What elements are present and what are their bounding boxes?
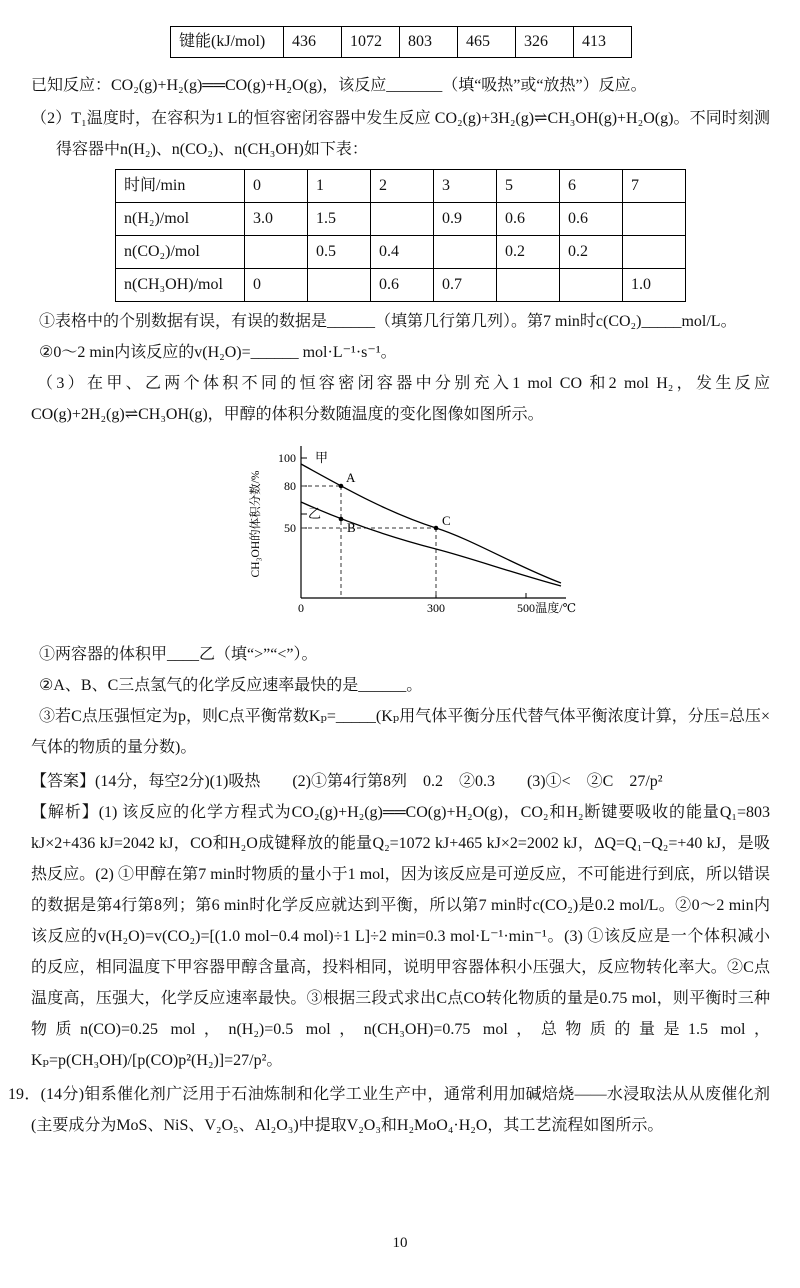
- table-cell: [623, 236, 686, 269]
- table-cell: 5: [497, 170, 560, 203]
- question-2-sub1: ①表格中的个别数据有误，有误的数据是______（填第几行第几列）。第7 min时c(CO₂)_____mol/L。: [39, 313, 737, 330]
- point-B-marker: [339, 517, 344, 522]
- table-cell: 1: [308, 170, 371, 203]
- bond-energy-label-cell: 键能(kJ/mol): [171, 27, 284, 58]
- table-cell: [245, 236, 308, 269]
- guide-lines-point-C: [301, 528, 436, 598]
- table-cell: n(CH₃OH)/mol: [116, 269, 245, 302]
- y-tick-label-100: 100: [278, 451, 296, 465]
- question-3-intro: （3）在甲、乙两个体积不同的恒容密闭容器中分别充入1 mol CO 和2 mol H₂，发生反应 CO(g)+2H₂(g)⇌CH₃OH(g)，甲醇的体积分数随温度的变化图像如图所示。: [31, 375, 770, 423]
- table-cell: 1.0: [623, 269, 686, 302]
- question-3-sub1: ①两容器的体积甲____乙（填“>”“<”）。: [39, 646, 318, 663]
- table-cell: [497, 269, 560, 302]
- label-container-yi: 乙: [308, 506, 322, 521]
- table-row: [116, 203, 686, 236]
- table-cell: [560, 269, 623, 302]
- question-19-intro: 19．(14分)钼系催化剂广泛用于石油炼制和化学工业生产中，通常利用加碱焙烧——水浸取法从从废催化剂(主要成分为MoS、NiS、V₂O₅、Al₂O₃)中提取V₂O₃和H₂MoO₄·H₂O，其工艺流程如图所示。: [8, 1086, 770, 1134]
- table-cell: 413: [574, 27, 632, 58]
- table-cell: 0: [245, 269, 308, 302]
- x-tick-label-500: 500: [517, 601, 535, 615]
- question-3-sub3: ③若C点压强恒定为p，则C点平衡常数Kₚ=_____(Kₚ用气体平衡分压代替气体平衡浓度计算，分压=总压×气体的物质的量分数)。: [31, 708, 770, 756]
- methanol-volume-fraction-chart: [246, 436, 581, 633]
- table-cell: 3.0: [245, 203, 308, 236]
- table-row: [171, 27, 632, 58]
- table-cell: 0.5: [308, 236, 371, 269]
- table-cell: 1072: [342, 27, 400, 58]
- table-cell: 0.4: [371, 236, 434, 269]
- table-cell: 2: [371, 170, 434, 203]
- table-row: [116, 236, 686, 269]
- table-cell: 803: [400, 27, 458, 58]
- bond-energy-table: [170, 26, 632, 58]
- table-cell: 0: [245, 170, 308, 203]
- table-cell: [371, 203, 434, 236]
- table-row: [116, 170, 686, 203]
- table-cell: 326: [516, 27, 574, 58]
- answer-line: 【答案】(14分，每空2分)(1)吸热 (2)①第4行第8列 0.2 ②0.3 (3)①< ②C 27/p²: [31, 773, 663, 790]
- table-row: [116, 269, 686, 302]
- label-container-jia: 甲: [315, 450, 329, 465]
- page-number: 10: [392, 1235, 408, 1251]
- table-cell: 7: [623, 170, 686, 203]
- table-cell: 436: [284, 27, 342, 58]
- table-cell: 465: [458, 27, 516, 58]
- table-cell: 0.6: [560, 203, 623, 236]
- chart-svg: [246, 436, 581, 628]
- known-reaction-line: 已知反应：CO₂(g)+H₂(g)══CO(g)+H₂O(g)，该反应_______（填“吸热”或“放热”）反应。: [31, 77, 647, 94]
- question-2-intro: （2）T₁温度时，在容积为1 L的恒容密闭容器中发生反应 CO₂(g)+3H₂(g)⇌CH₃OH(g)+H₂O(g)。不同时刻测得容器中n(H₂)、n(CO₂)、n(CH₃OH)如下表：: [31, 110, 770, 158]
- table-cell: 0.6: [497, 203, 560, 236]
- table-cell: 0.6: [371, 269, 434, 302]
- table-cell: 0.2: [497, 236, 560, 269]
- kinetics-data-table: [115, 169, 686, 302]
- question-3-sub2: ②A、B、C三点氢气的化学反应速率最快的是______。: [39, 677, 423, 694]
- table-cell: 3: [434, 170, 497, 203]
- chart-x-axis-label: 温度/℃: [535, 601, 576, 615]
- table-cell: n(CO₂)/mol: [116, 236, 245, 269]
- table-cell: n(H₂)/mol: [116, 203, 245, 236]
- chart-y-axis-label: CH₃OH的体积分数/%: [250, 470, 262, 578]
- guide-lines-point-A: [301, 486, 341, 598]
- label-point-C: C: [442, 513, 451, 528]
- label-point-B: B: [347, 520, 356, 535]
- point-C-marker: [434, 526, 439, 531]
- table-cell: 0.7: [434, 269, 497, 302]
- table-cell: 时间/min: [116, 170, 245, 203]
- table-cell: [434, 236, 497, 269]
- table-cell: [623, 203, 686, 236]
- curve-container-jia: [301, 464, 561, 583]
- y-tick-label-80: 80: [284, 479, 296, 493]
- table-cell: 6: [560, 170, 623, 203]
- table-cell: 0.2: [560, 236, 623, 269]
- document-page: [0, 26, 800, 1288]
- y-tick-label-50: 50: [284, 521, 296, 535]
- x-tick-label-0: 0: [298, 601, 304, 615]
- table-cell: [308, 269, 371, 302]
- x-tick-label-300: 300: [427, 601, 445, 615]
- point-A-marker: [339, 484, 344, 489]
- question-2-sub2: ②0～2 min内该反应的v(H₂O)=______ mol·L⁻¹·s⁻¹。: [39, 344, 397, 361]
- table-cell: 0.9: [434, 203, 497, 236]
- curve-container-yi: [301, 502, 561, 586]
- page-content: [0, 70, 800, 1141]
- analysis-paragraph: 【解析】(1) 该反应的化学方程式为CO₂(g)+H₂(g)══CO(g)+H₂O(g)，CO₂和H₂断键要吸收的能量Q₁=803 kJ×2+436 kJ=2042 kJ，CO和H₂O成键释放的能量Q₂=1072 kJ+465 kJ×2=2002 kJ，ΔQ=Q₁−Q₂=+40 kJ，是吸热反应。(2) ①甲醇在第7 min时物质的量小于1 mol，因为该反应是可逆反应，不可能进行到底，所以错误的数据是第4行第8列；第6 min时化学反应就达到平衡，所以第7 min时c(CO₂)是0.2 mol/L。②0～2 min内该反应的v(H₂O)=v(CO₂)=[(1.0 mol−0.4 mol)÷1 L]÷2 min=0.3 mol·L⁻¹·min⁻¹。(3) ①该反应是一个体积减小的反应，相同温度下甲容器甲醇含量高，投料相同，说明甲容器体积小压强大，反应物转化率大。②C点温度高，压强大，化学反应速率最快。③根据三段式求出C点CO转化物质的量是0.75 mol，则平衡时三种物质n(CO)=0.25 mol，n(H₂)=0.5 mol，n(CH₃OH)=0.75 mol，总物质的量是1.5 mol，Kₚ=p(CH₃OH)/[p(CO)p²(H₂)]=27/p²。: [31, 804, 770, 1069]
- table-cell: 1.5: [308, 203, 371, 236]
- label-point-A: A: [346, 470, 356, 485]
